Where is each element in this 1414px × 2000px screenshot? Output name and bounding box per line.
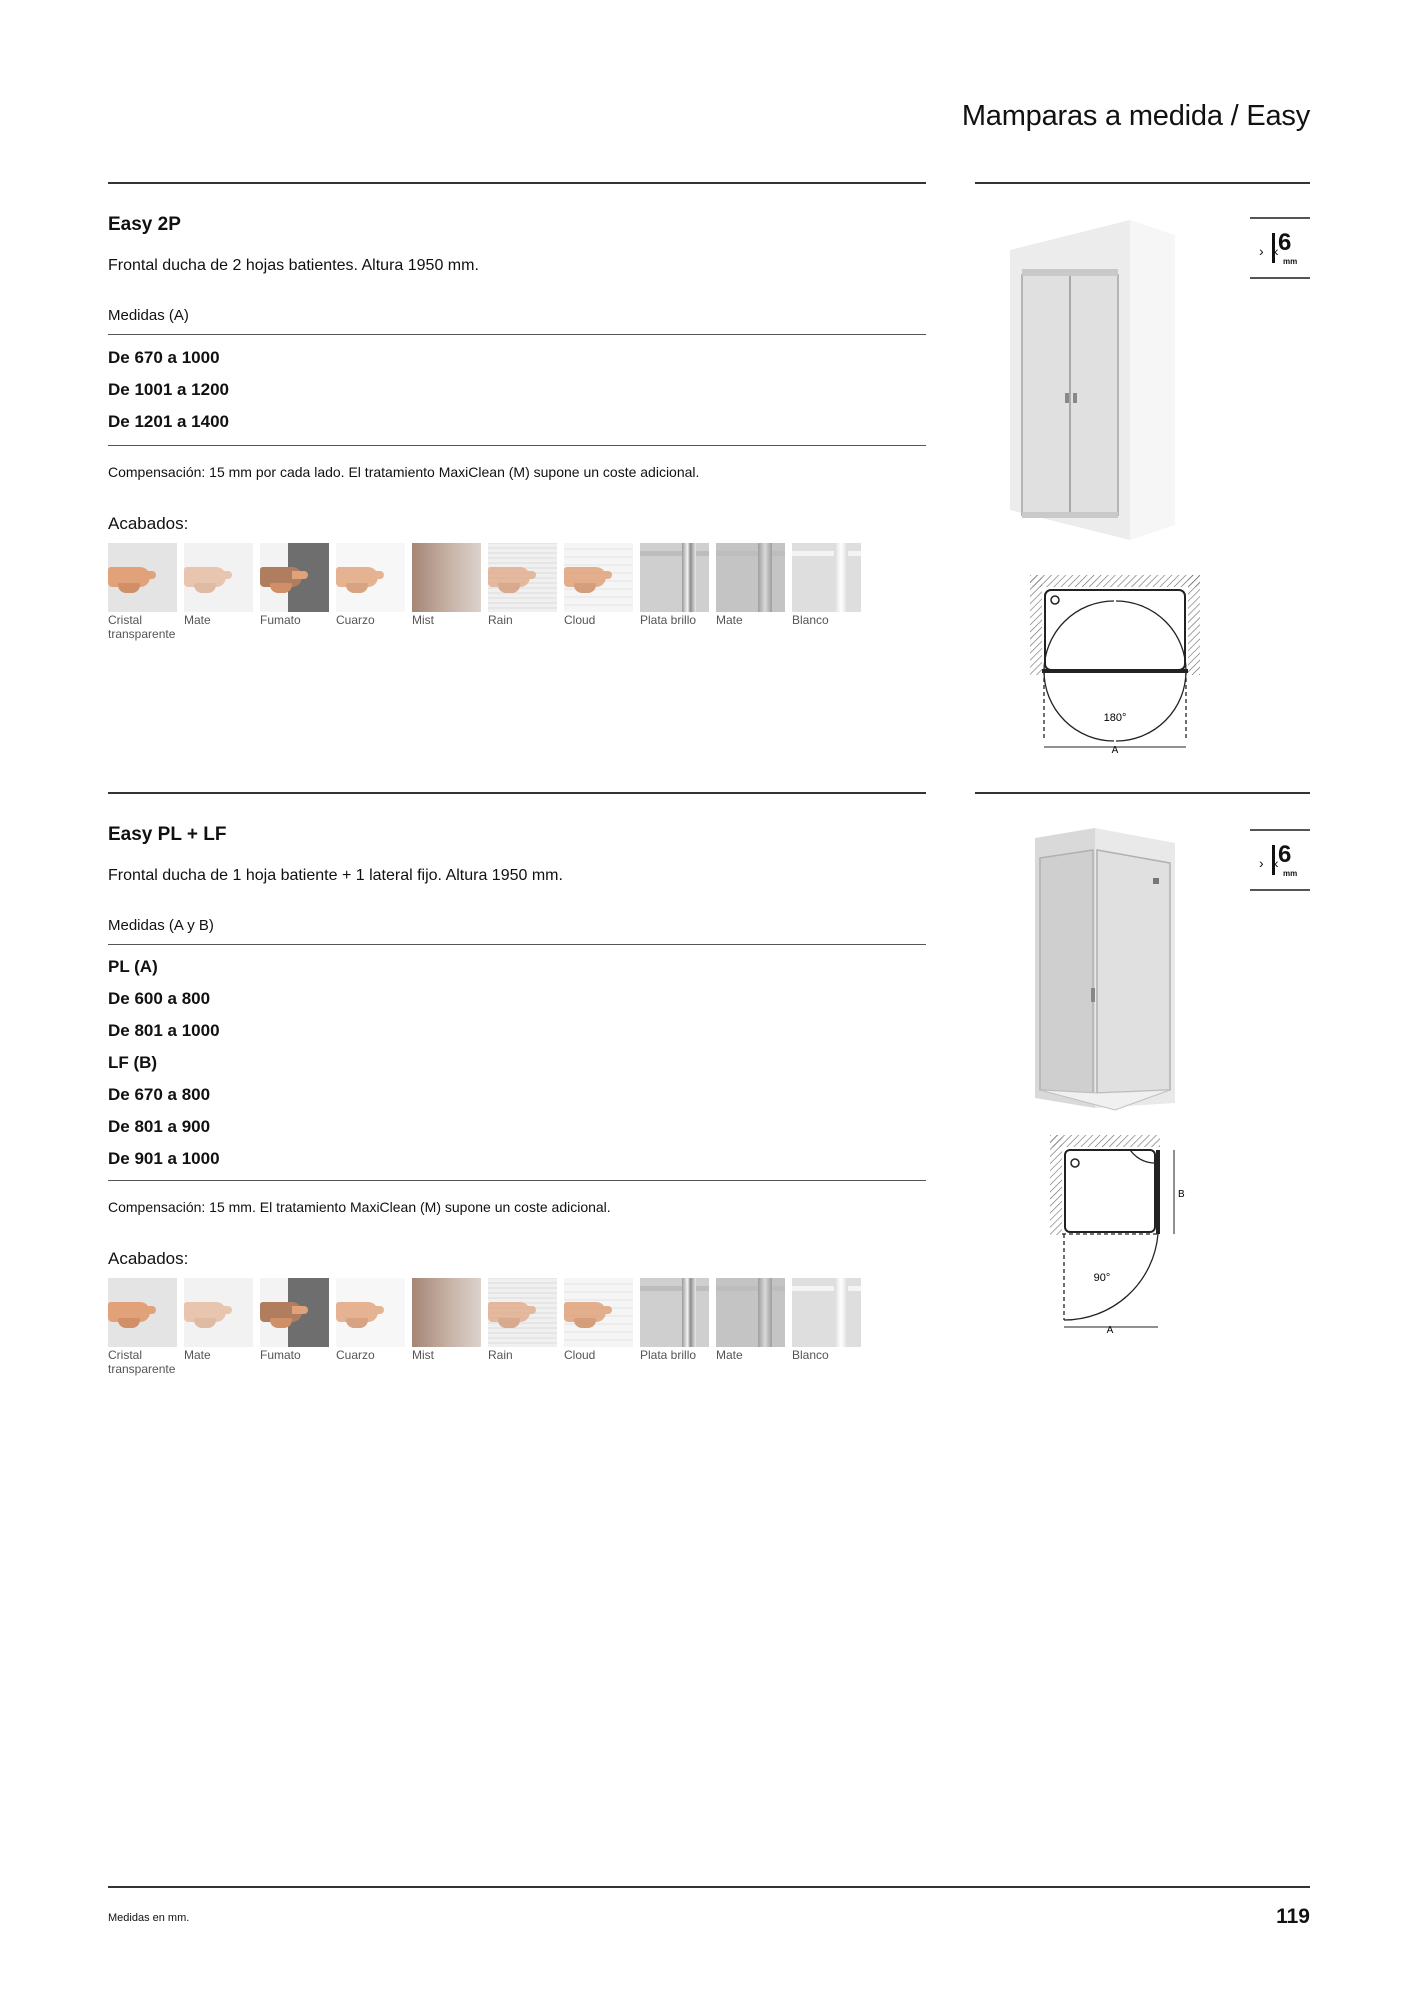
- plan-diagram: [1050, 1135, 1185, 1335]
- finishes-label: Acabados:: [108, 1249, 189, 1268]
- measures-label: Medidas (A y B): [108, 917, 214, 934]
- finish-swatch: [260, 1278, 329, 1376]
- size-row: LF (B): [108, 1053, 158, 1072]
- finish-label: Cloud: [564, 1348, 596, 1362]
- finishes-swatches: [108, 543, 861, 641]
- finish-label: Mate: [716, 1348, 743, 1362]
- size-row: De 801 a 1000: [108, 1021, 220, 1040]
- finish-swatch: [184, 543, 253, 641]
- finish-swatch: [488, 543, 557, 641]
- finish-swatch: [564, 1278, 633, 1376]
- finish-image: [640, 543, 709, 612]
- finish-swatch: [716, 1278, 785, 1376]
- finish-swatch: [260, 543, 329, 641]
- finishes-swatches: [108, 1278, 861, 1376]
- finish-swatch: [336, 543, 405, 641]
- size-list: [108, 951, 708, 1175]
- finish-swatch: [108, 543, 177, 641]
- compensation-note: Compensación: 15 mm por cada lado. El tratamiento MaxiClean (M) supone un coste adicional.: [108, 464, 700, 480]
- size-row: De 1001 a 1200: [108, 380, 229, 399]
- size-row: De 1201 a 1400: [108, 412, 229, 431]
- section-divider: [108, 792, 926, 794]
- finish-label: Plata brillo: [640, 613, 697, 627]
- finish-image: [488, 1278, 557, 1347]
- product-description: Frontal ducha de 1 hoja batiente + 1 lateral fijo. Altura 1950 mm.: [108, 867, 563, 884]
- finish-image: [336, 543, 405, 612]
- footer-note: Medidas en mm.: [108, 1912, 190, 1924]
- finish-image: [260, 1278, 329, 1347]
- finish-image: [108, 543, 177, 612]
- finish-image: [716, 1278, 785, 1347]
- finish-swatch: [108, 1278, 177, 1376]
- finish-label: Cristal transparente: [108, 1348, 176, 1376]
- finish-label: Mist: [412, 613, 434, 627]
- finish-swatch: [792, 1278, 861, 1376]
- finish-image: [564, 543, 633, 612]
- finish-image: [792, 543, 861, 612]
- measures-label: Medidas (A): [108, 307, 189, 324]
- glass-thickness-icon: › ‹ 6 mm: [1250, 829, 1310, 891]
- finish-label: Mate: [716, 613, 743, 627]
- finish-label: Cloud: [564, 613, 596, 627]
- finish-image: [184, 1278, 253, 1347]
- product-name: Easy PL + LF: [108, 824, 227, 845]
- finish-swatch: [640, 543, 709, 641]
- plan-diagram: [1030, 575, 1200, 755]
- finish-swatch: [792, 543, 861, 641]
- size-row: De 801 a 900: [108, 1117, 211, 1136]
- size-row: De 600 a 800: [108, 989, 211, 1008]
- finish-swatch: [564, 543, 633, 641]
- finishes-label: Acabados:: [108, 514, 189, 533]
- size-row: PL (A): [108, 957, 158, 976]
- dimension-b-label: B: [1178, 1189, 1185, 1200]
- product-photo: [1035, 828, 1185, 1118]
- finish-image: [640, 1278, 709, 1347]
- glass-thickness-icon: › ‹ 6 mm: [1250, 217, 1310, 279]
- size-row: De 670 a 1000: [108, 348, 220, 367]
- dimension-a-label: A: [1111, 745, 1119, 755]
- finish-label: Blanco: [792, 1348, 829, 1362]
- finish-label: Mist: [412, 1348, 434, 1362]
- angle-label: 90°: [1093, 1272, 1111, 1284]
- page-title: Mamparas a medida / Easy: [961, 100, 1310, 132]
- table-rule: [108, 445, 926, 446]
- product-name: Easy 2P: [108, 214, 181, 235]
- finish-swatch: [336, 1278, 405, 1376]
- finish-image: [260, 543, 329, 612]
- section-divider: [108, 182, 926, 184]
- finish-label: Plata brillo: [640, 1348, 697, 1362]
- finish-image: [716, 543, 785, 612]
- finish-image: [336, 1278, 405, 1347]
- section-divider: [975, 792, 1310, 794]
- product-description: Frontal ducha de 2 hojas batientes. Altura 1950 mm.: [108, 257, 479, 274]
- size-row: De 901 a 1000: [108, 1149, 220, 1168]
- finish-label: Mate: [184, 613, 211, 627]
- finish-label: Cuarzo: [336, 613, 375, 627]
- size-row: De 670 a 800: [108, 1085, 211, 1104]
- size-list: [108, 342, 708, 438]
- finish-swatch: [412, 1278, 481, 1376]
- finish-image: [108, 1278, 177, 1347]
- finish-image: [184, 543, 253, 612]
- finish-image: [412, 543, 481, 612]
- table-rule: [108, 1180, 926, 1181]
- finish-label: Fumato: [260, 613, 301, 627]
- finish-swatch: [488, 1278, 557, 1376]
- finish-label: Fumato: [260, 1348, 301, 1362]
- finish-label: Mate: [184, 1348, 211, 1362]
- finish-label: Rain: [488, 1348, 513, 1362]
- finish-label: Rain: [488, 613, 513, 627]
- table-rule: [108, 334, 926, 335]
- finish-swatch: [640, 1278, 709, 1376]
- product-photo: [1010, 215, 1210, 545]
- page-number: 119: [1276, 1905, 1310, 1928]
- footer-divider: [108, 1886, 1310, 1888]
- finish-swatch: [716, 543, 785, 641]
- finish-image: [488, 543, 557, 612]
- finish-label: Blanco: [792, 613, 829, 627]
- angle-label: 180°: [1103, 712, 1127, 724]
- section-divider: [975, 182, 1310, 184]
- finish-swatch: [184, 1278, 253, 1376]
- finish-image: [564, 1278, 633, 1347]
- table-rule: [108, 944, 926, 945]
- finish-label: Cuarzo: [336, 1348, 375, 1362]
- dimension-a-label: A: [1106, 1325, 1114, 1335]
- finish-image: [412, 1278, 481, 1347]
- compensation-note: Compensación: 15 mm. El tratamiento MaxiClean (M) supone un coste adicional.: [108, 1199, 611, 1215]
- finish-image: [792, 1278, 861, 1347]
- finish-swatch: [412, 543, 481, 641]
- finish-label: Cristal transparente: [108, 613, 176, 641]
